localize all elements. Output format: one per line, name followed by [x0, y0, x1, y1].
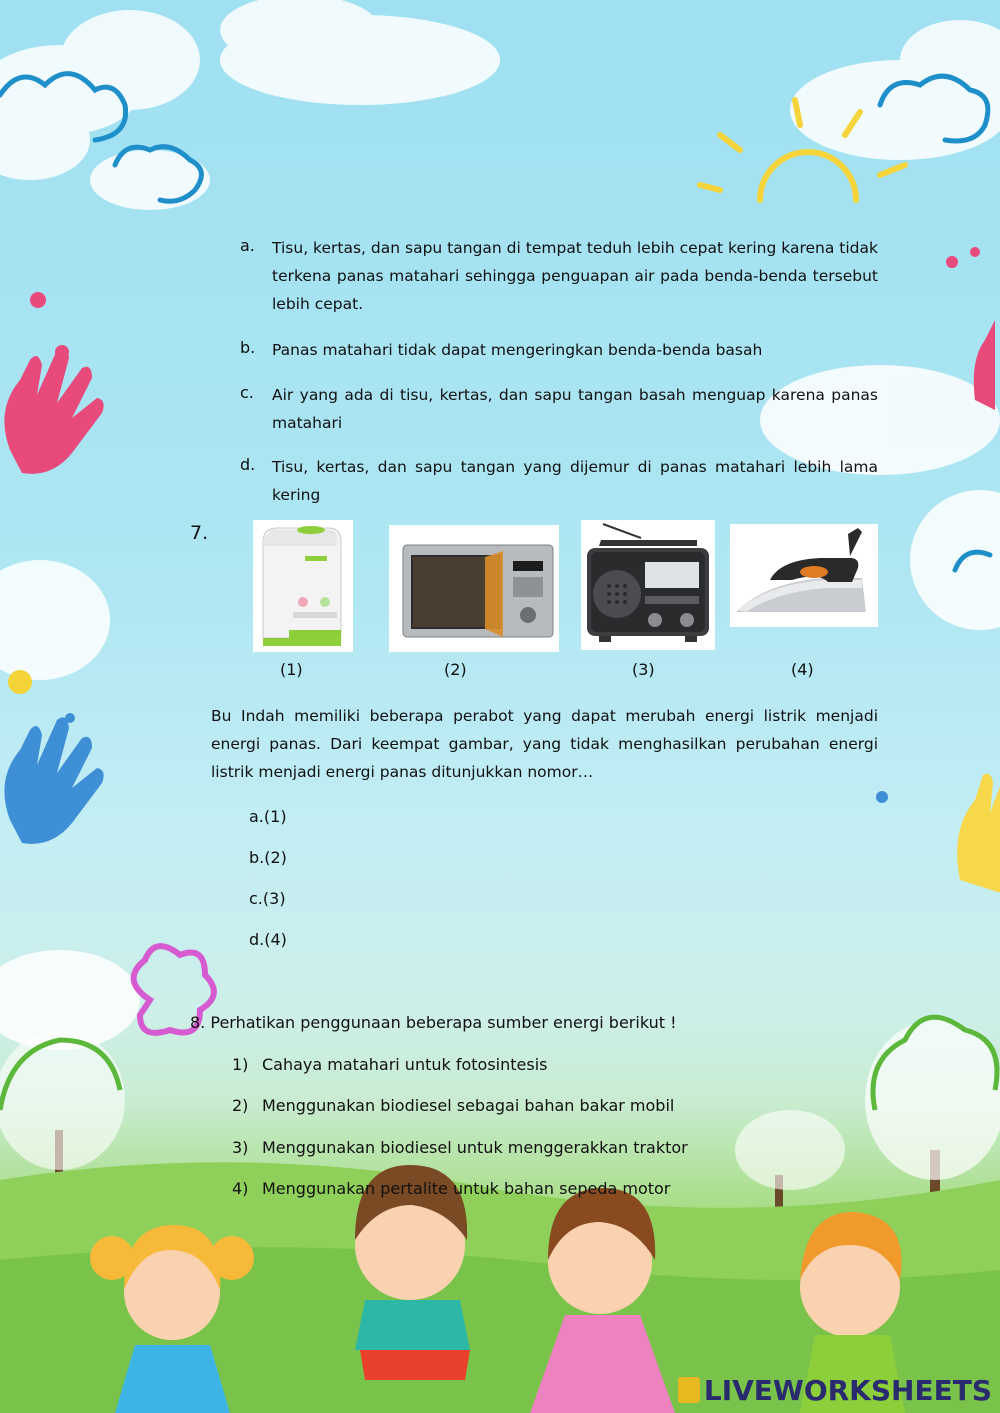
q8-item-3 [232, 1138, 688, 1157]
q8-item-2-text: Menggunakan biodiesel sebagai bahan bakar mobil [262, 1096, 675, 1115]
q7-option-c-letter: c. [249, 889, 263, 908]
q8-question-text: Perhatikan penggunaan beberapa sumber energi berikut ! [210, 1013, 677, 1032]
q7-image-2-label: (2) [444, 660, 467, 679]
q8-item-2 [232, 1096, 674, 1115]
liveworksheets-logo[interactable] [678, 1374, 992, 1407]
q8-item-1-text: Cahaya matahari untuk fotosintesis [262, 1055, 548, 1074]
q8-header [190, 1013, 677, 1032]
q8-item-4-text: Menggunakan pertalite untuk bahan sepeda motor [262, 1179, 671, 1198]
iron-icon [730, 524, 878, 627]
q7-option-a-text: (1) [263, 807, 287, 826]
q6-option-d-text[interactable]: Tisu, kertas, dan sapu tangan yang dijemur di panas matahari lebih lama kering [272, 458, 878, 504]
liveworksheets-badge-icon [678, 1377, 700, 1403]
q7-option-b-text: (2) [264, 848, 287, 867]
q7-image-3 [581, 520, 715, 650]
q7-option-d-letter: d. [249, 930, 265, 949]
q6-option-b-letter: b. [240, 338, 256, 357]
q6-option-b-text[interactable]: Panas matahari tidak dapat mengeringkan benda-benda basah [272, 341, 763, 359]
q7-number: 7. [190, 522, 209, 544]
q7-image-4-label: (4) [791, 660, 814, 679]
water-dispenser-icon [253, 520, 353, 652]
q8-item-4 [232, 1179, 670, 1198]
q7-option-c-text: (3) [262, 889, 286, 908]
q6-option-a-letter: a. [240, 236, 255, 255]
q7-image-2 [389, 525, 559, 652]
q7-image-3-label: (3) [632, 660, 655, 679]
q6-option-a-text[interactable]: Tisu, kertas, dan sapu tangan di tempat teduh lebih cepat kering karena tidak terkena panas matahari sehingga penguapan air pada benda-benda tersebut lebih cepat. [272, 239, 878, 313]
q6-option-c-letter: c. [240, 383, 254, 402]
q7-option-a-letter: a. [249, 807, 264, 826]
q7-option-d-text: (4) [264, 930, 287, 949]
q8-item-4-num: 4) [232, 1179, 249, 1198]
q6-option-c-text[interactable]: Air yang ada di tisu, kertas, dan sapu tangan basah menguap karena panas matahari [272, 386, 878, 432]
q7-image-4 [730, 524, 878, 627]
q7-question-text: Bu Indah memiliki beberapa perabot yang dapat merubah energi listrik menjadi energi panas. Dari keempat gambar, yang tidak menghasilkan perubahan energi listrik menjadi energi panas ditunjukkan nomor… [211, 707, 878, 781]
q7-option-d[interactable] [249, 930, 287, 949]
microwave-icon [389, 525, 559, 652]
q7-option-b-letter: b. [249, 848, 265, 867]
q8-item-2-num: 2) [232, 1096, 249, 1115]
q7-option-b[interactable] [249, 848, 287, 867]
q6-option-d-letter: d. [240, 455, 256, 474]
q8-item-1-num: 1) [232, 1055, 249, 1074]
liveworksheets-logo-text: LIVEWORKSHEETS [703, 1374, 992, 1407]
q8-item-1 [232, 1055, 548, 1074]
q8-number: 8. [190, 1013, 206, 1032]
radio-icon [581, 520, 715, 650]
q7-option-c[interactable] [249, 889, 286, 908]
q8-item-3-text: Menggunakan biodiesel untuk menggerakkan traktor [262, 1138, 688, 1157]
q8-item-3-num: 3) [232, 1138, 249, 1157]
q7-image-1 [253, 520, 353, 652]
q7-image-1-label: (1) [280, 660, 303, 679]
q7-option-a[interactable] [249, 807, 287, 826]
